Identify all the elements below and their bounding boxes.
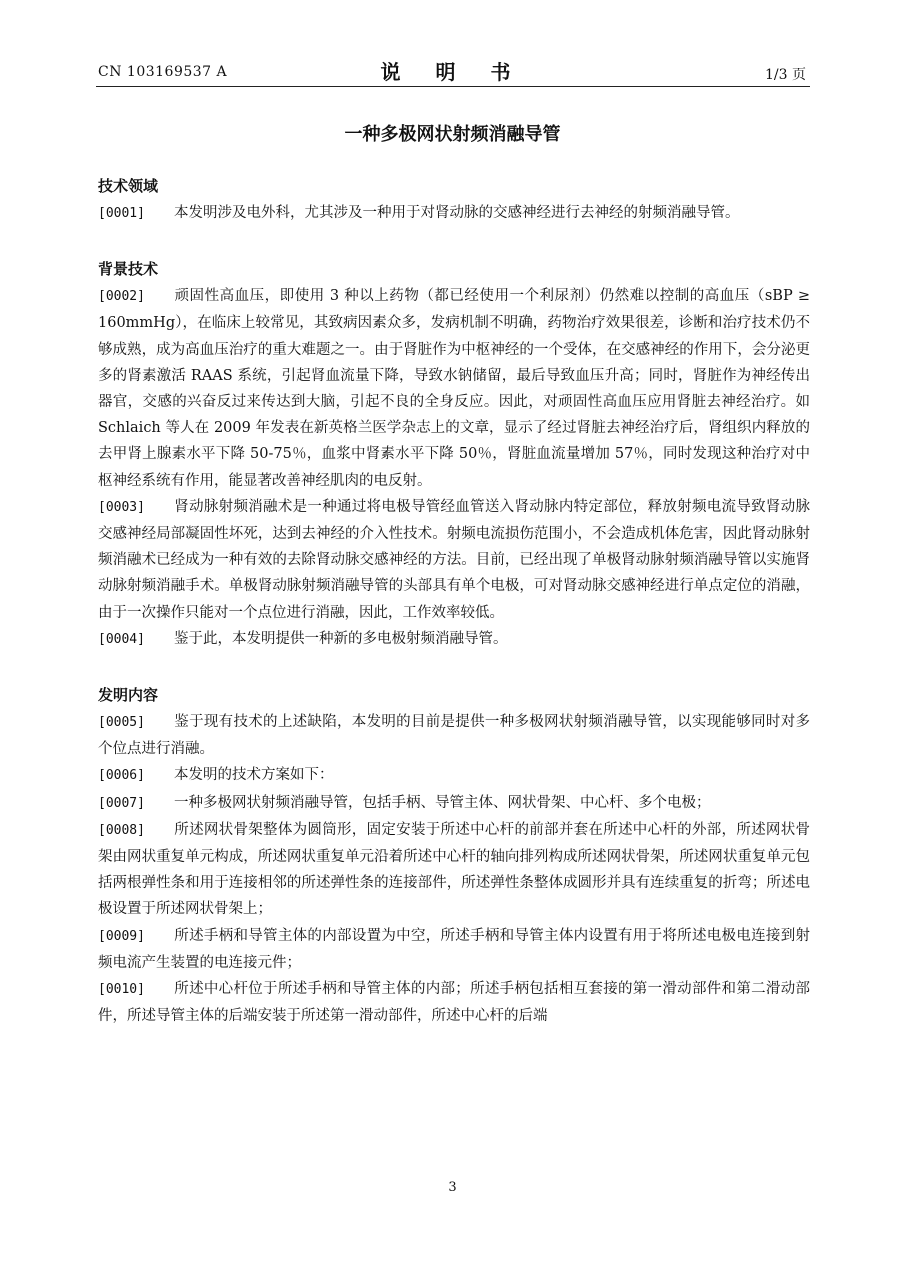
paragraph-text: 本发明的技术方案如下： [174,767,334,784]
section-heading-technical-field: 技术领域 [98,177,159,195]
paragraph-id: [0001] [98,206,145,221]
paragraph [98,762,810,789]
paragraph-id: [0008] [98,822,145,838]
paragraph-id: [0009] [98,928,145,944]
paragraph [98,200,810,227]
document-body [98,166,810,1029]
paragraph-text: 所述网状骨架整体为圆筒形，固定安装于所述中心杆的前部并套在所述中心杆的外部，所述网状骨架由网状重复单元构成，所述网状重复单元沿着所述中心杆的轴向排列构成所述网状骨架，所述网状重复单元包括两根弹性条和用于连接相邻的所述弹性条的连接部件，所述弹性条整体成圆形并具有连续重复的折弯；所述电极设置于所述网状骨架上； [98,821,810,918]
paragraph-id: [0006] [98,768,145,784]
paragraph-id: [0002] [98,289,145,305]
paragraph [98,817,810,923]
paragraph [98,923,810,976]
section-heading-summary: 发明内容 [98,686,159,705]
paragraph [98,626,810,653]
document-type-title: 说 明 书 [380,60,525,84]
paragraph-id: [0003] [98,499,145,515]
paragraph-text: 鉴于现有技术的上述缺陷，本发明的目前是提供一种多极网状射频消融导管，以实现能够同时对多个位点进行消融。 [98,714,810,758]
paragraph-text: 肾动脉射频消融术是一种通过将电极导管经血管送入肾动脉内特定部位，释放射频电流导致肾动脉交感神经局部凝固性坏死，达到去神经的介入性技术。射频电流损伤范围小，不会造成机体危害，因此肾动脉射频消融术已经成为一种有效的去除肾动脉交感神经的方法。目前，已经出现了单极肾动脉射频消融导管以实施肾动脉射频消融手术。单极肾动脉射频消融导管的头部具有单个电极，可对肾动脉交感神经进行单点定位的消融，由于一次操作只能对一个点位进行消融，因此，工作效率较低。 [98,498,810,621]
section-heading-background: 背景技术 [98,260,159,279]
page-number: 3 [448,1180,457,1195]
paragraph [98,494,810,626]
invention-title: 一种多极网状射频消融导管 [344,124,561,145]
paragraph-id: [0004] [98,631,145,647]
paragraph-id: [0010] [98,982,145,998]
paragraph-text: 顽固性高血压，即使用 3 种以上药物（都已经使用一个利尿剂）仍然难以控制的高血压（sBP ≥ 160mmHg），在临床上较常见，其致病因素众多，发病机制不明确，药物治疗效果很差，诊断和治疗技术仍不够成熟，成为高血压治疗的重大难题之一。由于肾脏作为中枢神经的一个受体，在交感神经的作用下，会分泌更多的肾素激活 RAAS 系统，引起肾血流量下降，导致水钠储留，最后导致血压升高；同时，肾脏作为神经传出器官，交感的兴奋反过来传达到大脑，引起不良的全身反应。因此，对顽固性高血压应用肾脏去神经治疗。如 Schlaich 等人在 2009 年发表在新英格兰医学杂志上的文章，显示了经过肾脏去神经治疗后，肾组织内释放的去甲肾上腺素水平下降 50-75％，血浆中肾素水平下降 50％，肾脏血流量增加 57％，同时发现这种治疗对中枢神经系统有作用，能显著改善神经肌肉的电反射。 [98,288,810,489]
paragraph-text: 鉴于此，本发明提供一种新的多电极射频消融导管。 [174,630,508,647]
paragraph [98,976,810,1029]
page-indicator: 1/3 页 [765,67,806,83]
paragraph [98,283,810,494]
paragraph [98,709,810,762]
paragraph-text: 本发明涉及电外科，尤其涉及一种用于对肾动脉的交感神经进行去神经的射频消融导管。 [174,205,740,221]
paragraph [98,790,810,817]
patent-number: CN 103169537 A [98,64,228,80]
page-header [0,0,905,90]
paragraph-id: [0005] [98,715,145,731]
paragraph-text: 一种多极网状射频消融导管，包括手柄、导管主体、网状骨架、中心杆、多个电极； [174,794,711,811]
paragraph-text: 所述手柄和导管主体的内部设置为中空，所述手柄和导管主体内设置有用于将所述电极电连接到射频电流产生装置的电连接元件； [98,927,810,971]
header-divider [96,86,810,87]
paragraph-text: 所述中心杆位于所述手柄和导管主体的内部；所述手柄包括相互套接的第一滑动部件和第二滑动部件，所述导管主体的后端安装于所述第一滑动部件，所述中心杆的后端 [98,981,810,1025]
paragraph-id: [0007] [98,795,145,811]
